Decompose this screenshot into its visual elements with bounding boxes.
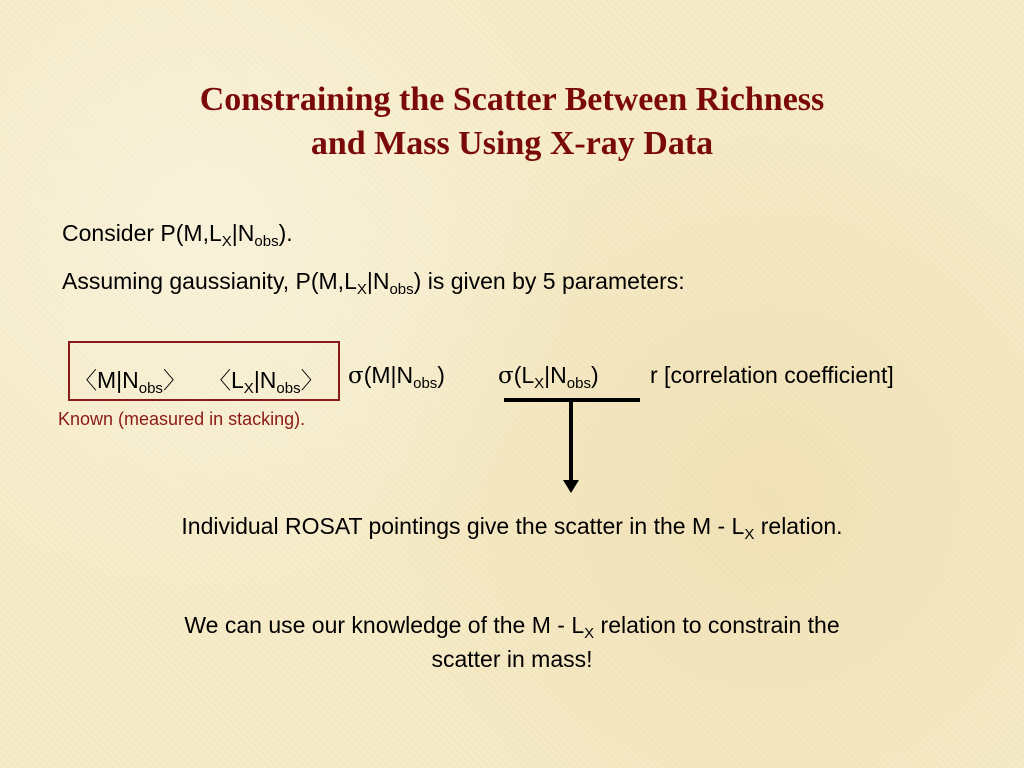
known-label: Known (measured in stacking). <box>58 409 306 429</box>
title-line-2: and Mass Using X-ray Data <box>310 125 714 162</box>
param-mean-mass: 〈$M|N_{obs}$〉 <box>74 367 186 397</box>
param-mean-lx: 〈$L_X|N_{obs}$〉 <box>208 367 324 397</box>
down-arrow-icon <box>563 480 579 493</box>
param-sigma-mass: $\sigma(M|N_{obs})$ <box>348 362 445 392</box>
knowledge-paragraph <box>0 608 1024 676</box>
param-correlation: r [correlation coefficient] <box>650 362 894 388</box>
arrow-stem <box>569 400 573 484</box>
knowledge-line-1: We can use our knowledge of the M - $L_X$ relation to constrain the <box>184 612 840 642</box>
param-sigma-lx: $\sigma(L_X|N_{obs})$ <box>498 362 599 392</box>
rosat-line: Individual ROSAT pointings give the scatter in the M - $L_X$ relation. <box>181 513 843 543</box>
consider-line: Consider $P(M,L_X|N_{obs})$. <box>62 220 293 250</box>
assuming-line: Assuming gaussianity, $P(M,L_X|N_{obs})$ is given by 5 parameters: <box>62 268 685 298</box>
title-line-1: Constraining the Scatter Between Richness <box>199 81 825 118</box>
knowledge-line-2: scatter in mass! <box>431 646 593 672</box>
slide-title <box>0 78 1024 166</box>
